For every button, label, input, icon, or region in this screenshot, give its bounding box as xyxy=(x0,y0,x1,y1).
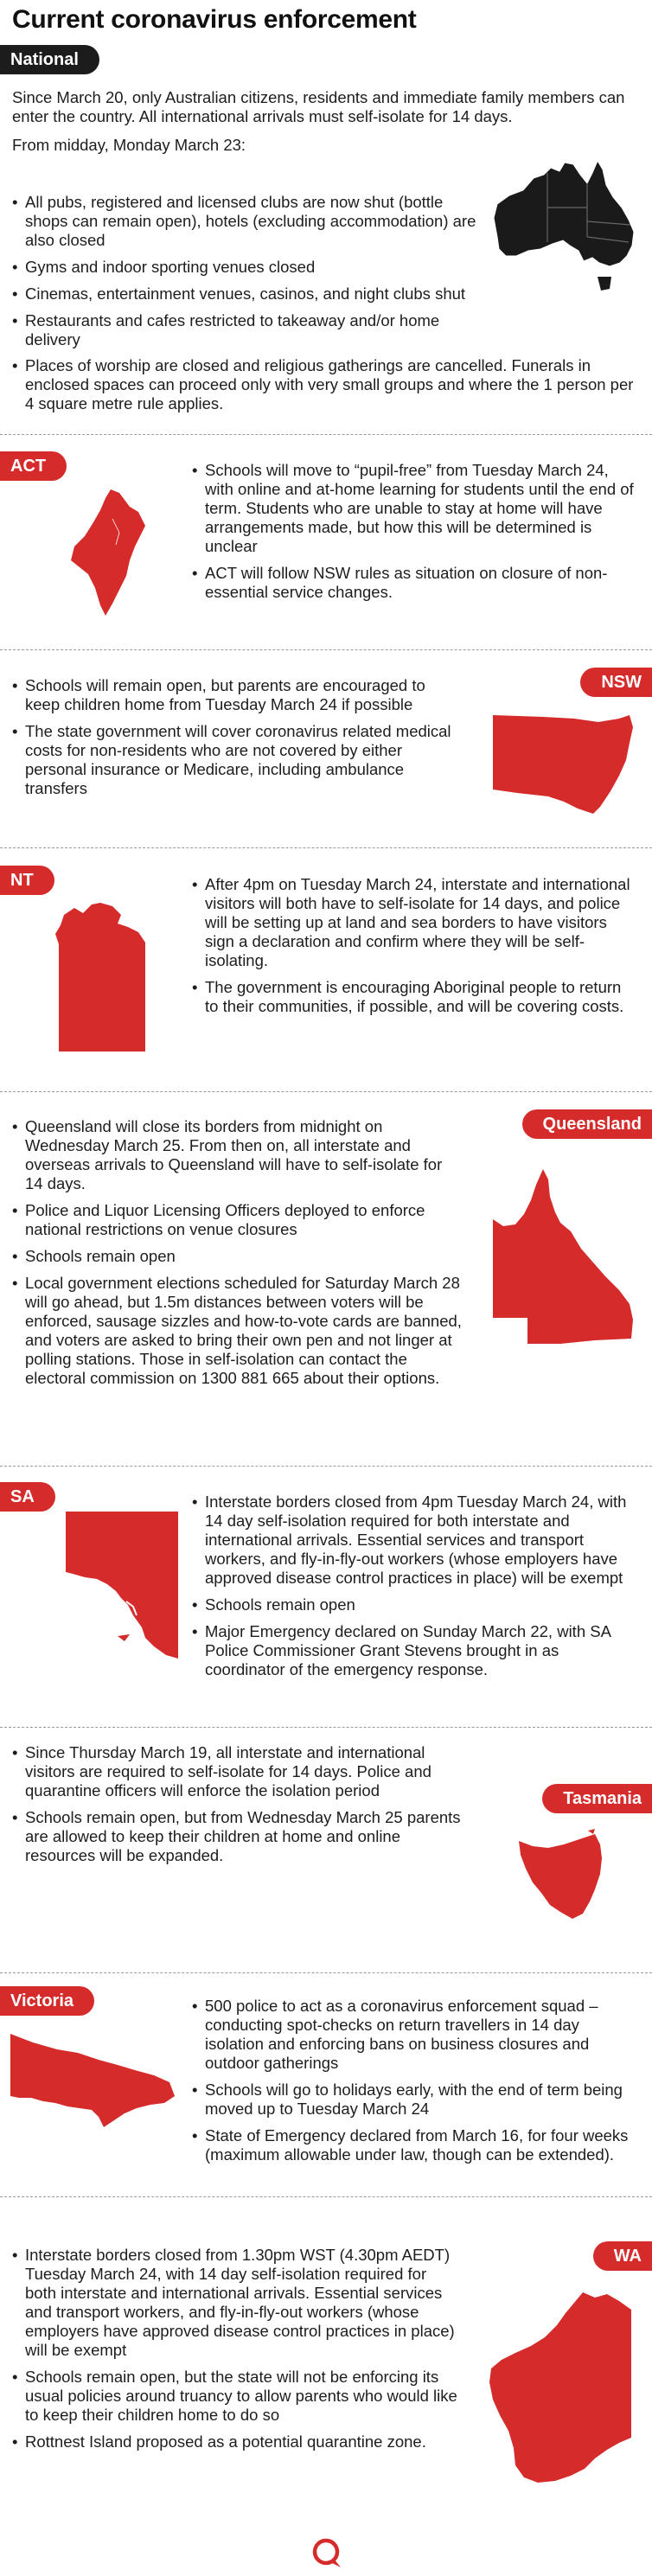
divider xyxy=(0,2196,652,2197)
nsw-map-icon xyxy=(491,712,640,817)
list-item: • Places of worship are closed and religious gatherings are cancelled. Funerals in enclosed spaces can proceed only with very small groups and where the 1 person per 4 square metre rule applies. xyxy=(12,356,636,413)
list-item: • Schools will go to holidays early, with the end of term being moved up to Tuesday March 24 xyxy=(192,2081,636,2119)
list-item: • Local government elections scheduled for Saturday March 28 will go ahead, but 1.5m distances between voters will be enforced, sausage sizzles and how-to-vote cards are banned, and voters are asked to bring their own pen and not linger at polling stations. Those in self-isolation can contact the electoral commission on 1300 881 665 about their options. xyxy=(12,1274,462,1388)
list-item: • 500 police to act as a coronavirus enforcement squad – conducting spot-checks on return travellers in 14 day isolation and enforcing bans on business closures and outdoor gatherings xyxy=(192,1997,636,2073)
section-label-national: National xyxy=(0,45,99,74)
national-list xyxy=(12,193,489,357)
list-item: • The state government will cover coronavirus related medical costs for non-residents who are not covered by either personal insurance or Medicare, including ambulance transfers xyxy=(12,722,462,798)
divider xyxy=(0,1091,652,1092)
list-item: • State of Emergency declared from March 16, for four weeks (maximum allowable under law, though can be extended). xyxy=(192,2126,636,2164)
divider xyxy=(0,1972,652,1973)
victoria-map-icon xyxy=(9,2030,182,2132)
queensland-map-icon xyxy=(491,1166,638,1349)
sa-map-icon xyxy=(64,1508,185,1664)
list-item: • Schools remain open, but the state will not be enforcing its usual policies around truancy to allow parents who would like to keep their children home to do so xyxy=(12,2368,462,2425)
list-item: • Schools will remain open, but parents are encouraged to keep children home from Tuesday March 24 if possible xyxy=(12,676,462,714)
national-intro xyxy=(12,88,636,163)
australia-map-icon xyxy=(490,156,642,296)
list-item: • ACT will follow NSW rules as situation on closure of non-essential service changes. xyxy=(192,564,636,602)
act-map-icon xyxy=(62,484,157,623)
divider xyxy=(0,434,652,435)
list-item: • Schools remain open xyxy=(192,1595,636,1614)
nsw-list xyxy=(12,676,462,806)
section-label-sa: SA xyxy=(0,1482,55,1512)
divider xyxy=(0,1466,652,1467)
speech-bubble-logo-icon xyxy=(308,2536,344,2571)
divider xyxy=(0,1727,652,1728)
section-label-tasmania: Tasmania xyxy=(542,1784,652,1813)
section-label-nt: NT xyxy=(0,866,54,895)
list-item: • Restaurants and cafes restricted to takeaway and/or home delivery xyxy=(12,311,489,349)
nt-map-icon xyxy=(52,899,154,1055)
list-item: • Interstate borders closed from 4pm Tuesday March 24, with 14 day self-isolation required for both interstate and international arrivals. Essential services and transport workers, and fly-in-fly-out workers (whose employers have approved disease control practices in place) will be exempt xyxy=(192,1493,636,1588)
sa-list xyxy=(192,1493,636,1687)
list-item: • All pubs, registered and licensed clubs are now shut (bottle shops can remain open), hotels (excluding accommodation) are also closed xyxy=(12,193,489,250)
list-item: • After 4pm on Tuesday March 24, interstate and international visitors will both have to self-isolate for 14 days, and police will be setting up at land and sea borders to have visitors sign a declaration and confirm where they will be self-isolating. xyxy=(192,875,636,970)
divider xyxy=(0,649,652,650)
section-label-act: ACT xyxy=(0,451,67,481)
list-item: • Schools will move to “pupil-free” from Tuesday March 24, with online and at-home learning for students until the end of term. Students who are unable to stay at home will have arrangements made, but how this will be determined is unclear xyxy=(192,461,636,556)
list-item: • Schools remain open, but from Wednesday March 25 parents are allowed to keep their children at home and online resources will be expanded. xyxy=(12,1808,462,1865)
wa-map-icon xyxy=(481,2289,638,2486)
national-subhead: From midday, Monday March 23: xyxy=(12,136,246,154)
victoria-list xyxy=(192,1997,636,2172)
list-item: • Major Emergency declared on Sunday March 22, with SA Police Commissioner Grant Stevens brought in as coordinator of the emergency response. xyxy=(192,1622,636,1679)
section-label-victoria: Victoria xyxy=(0,1986,94,2016)
list-item: • Schools remain open xyxy=(12,1247,462,1266)
act-list xyxy=(192,461,636,610)
tasmania-list xyxy=(12,1743,462,1873)
section-label-wa: WA xyxy=(593,2241,652,2271)
list-item: • Interstate borders closed from 1.30pm WST (4.30pm AEDT) Tuesday March 24, with 14 day self-isolation required for both interstate and international arrivals. Essential services and transport workers, and fly-in-fly-out workers (whose employers have approved disease control practices in place) will be exempt xyxy=(12,2246,462,2360)
national-list-cont xyxy=(12,356,636,421)
list-item: • Police and Liquor Licensing Officers deployed to enforce national restrictions on venue closures xyxy=(12,1201,462,1239)
tasmania-map-icon xyxy=(515,1829,616,1924)
queensland-list xyxy=(12,1117,462,1396)
section-label-queensland: Queensland xyxy=(522,1109,652,1139)
list-item: • Cinemas, entertainment venues, casinos, and night clubs shut xyxy=(12,284,489,304)
page-title: Current coronavirus enforcement xyxy=(12,5,417,34)
list-item: • Since Thursday March 19, all interstate and international visitors are required to self-isolate for 14 days. Police and quarantine officers will enforce the isolation period xyxy=(12,1743,462,1800)
section-label-nsw: NSW xyxy=(580,668,652,697)
wa-list xyxy=(12,2246,462,2459)
list-item: • The government is encouraging Aboriginal people to return to their communities, if possible, and will be covering costs. xyxy=(192,978,636,1016)
divider xyxy=(0,847,652,848)
list-item: • Rottnest Island proposed as a potential quarantine zone. xyxy=(12,2432,462,2451)
national-intro-text: Since March 20, only Australian citizens, residents and immediate family members can enter the country. All international arrivals must self-isolate for 14 days. xyxy=(12,88,625,125)
list-item: • Gyms and indoor sporting venues closed xyxy=(12,258,489,277)
nt-list xyxy=(192,875,636,1024)
list-item: • Queensland will close its borders from midnight on Wednesday March 25. From then on, all interstate and overseas arrivals to Queensland will have to self-isolate for 14 days. xyxy=(12,1117,462,1193)
